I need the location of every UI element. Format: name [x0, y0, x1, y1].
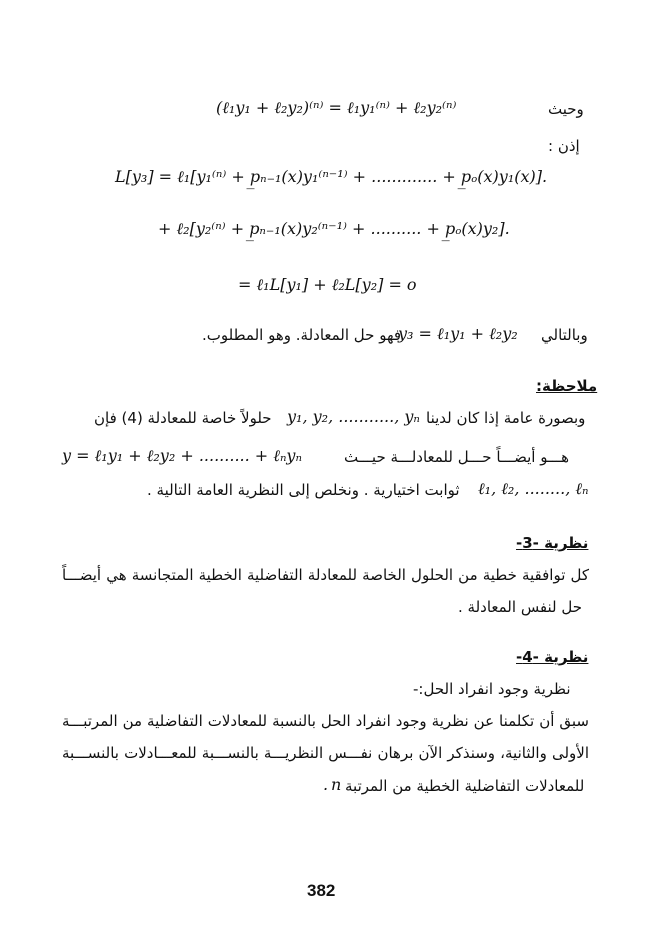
theorem3-line1: كل توافقية خطية من الحلول الخاصة للمعادلة التفاضلية الخطية المتجانسة هي أيضـــاً — [62, 566, 589, 584]
note-line1-start: وبصورة عامة إذا كان لدينا — [426, 409, 586, 427]
theorem4-line3-period: . — [323, 775, 329, 794]
note-line1-end: حلولاً خاصة للمعادلة (4) فإن — [94, 409, 272, 427]
word-idhan: إذن : — [548, 137, 580, 155]
theorem4-heading: نظرية -4- — [516, 648, 589, 666]
note-line1-math: y₁, y₂, ..........., yₙ — [287, 407, 420, 426]
theorem4-line2: الأولى والثانية، وسنذكر الآن برهان نفـــس النظريـــة بالنســـبة للمعـــادلات بالنســـبة — [62, 744, 589, 762]
note-line2-text: هـــو أيضـــاً حـــل للمعادلـــة حيـــث — [344, 448, 570, 466]
equation-L-y3: L[y₃] = ℓ₁[y₁⁽ⁿ⁾ + p̲ₙ₋₁(x)y₁⁽ⁿ⁻¹⁾ + ............. + p̲ₒ(x)y₁(x)]. — [115, 167, 548, 186]
theorem3-line2: حل لنفس المعادلة . — [458, 598, 583, 616]
conclusion-equation: y₃ = ℓ₁y₁ + ℓ₂y₂ — [398, 324, 518, 343]
note-line3-text: ثوابت اختيارية . ونخلص إلى النظرية العامة التالية . — [147, 481, 460, 499]
page-number: 382 — [307, 881, 336, 900]
equation-linear-combination-derivative: (ℓ₁y₁ + ℓ₂y₂)⁽ⁿ⁾ = ℓ₁y₁⁽ⁿ⁾ + ℓ₂y₂⁽ⁿ⁾ — [216, 98, 457, 117]
conclusion-prefix: وبالتالي — [541, 326, 588, 344]
theorem4-subtitle: نظرية وجود انفراد الحل:- — [413, 680, 571, 698]
theorem3-heading: نظرية -3- — [516, 534, 589, 552]
theorem4-line3: للمعادلات التفاضلية الخطية من المرتبة — [345, 777, 585, 795]
theorem4-line3-order-n: n — [331, 775, 342, 794]
equation-plus-l2-term: + ℓ₂[y₂⁽ⁿ⁾ + p̲ₙ₋₁(x)y₂⁽ⁿ⁻¹⁾ + .......... + p̲ₒ(x)y₂]. — [158, 219, 510, 238]
equation-result-zero: = ℓ₁L[y₁] + ℓ₂L[y₂] = o — [238, 275, 417, 294]
word-waheeth: وحيث — [548, 100, 584, 118]
note-heading: ملاحظة: — [536, 377, 598, 395]
note-line2-math: y = ℓ₁y₁ + ℓ₂y₂ + .......... + ℓₙyₙ — [62, 446, 302, 465]
theorem4-line1: سبق أن تكلمنا عن نظرية وجود انفراد الحل بالنسبة للمعادلات التفاضلية من المرتبـــة — [62, 712, 589, 730]
conclusion-suffix: فهو حل المعادلة. وهو المطلوب. — [202, 326, 402, 344]
note-line3-math: ℓ₁, ℓ₂, ........, ℓₙ — [478, 479, 589, 498]
